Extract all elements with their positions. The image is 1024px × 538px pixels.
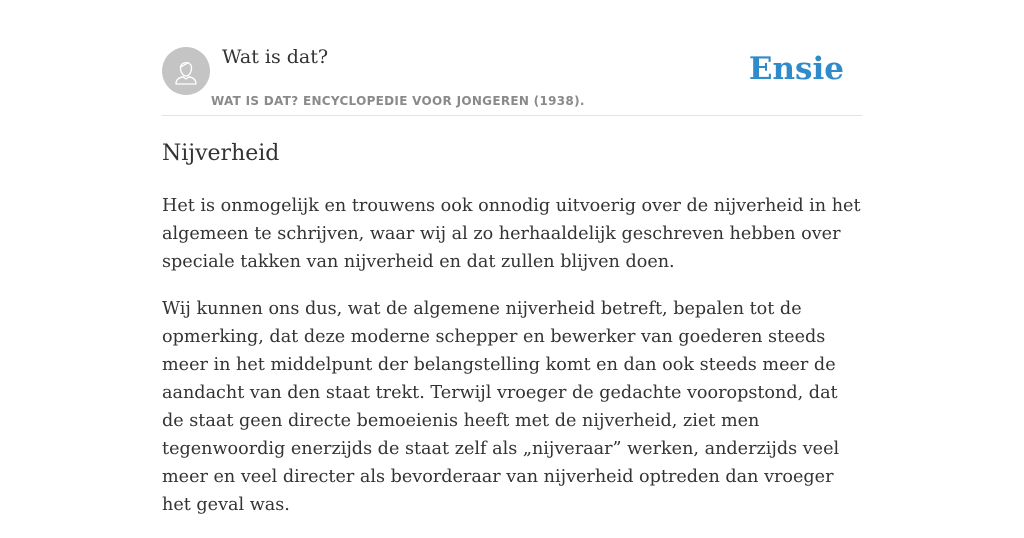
article-paragraph: Wij kunnen ons dus, wat de algemene nijverheid betreft, bepalen tot de opmerking, dat deze moderne schepper en bewerker van goederen steeds meer in het middelpunt der belangstelling komt en dan ook steeds meer de aandacht van den staat trekt. Terwijl vroeger de gedachte vooropstond, dat de staat geen directe bemoeienis heeft met de nijverheid, ziet men tegenwoordig enerzijds de staat zelf als „nijveraar” werken, anderzijds veel meer en veel directer als bevorderaar van nijverheid optreden dan vroeger het geval was. (162, 299, 840, 515)
article-paragraph: Het is onmogelijk en trouwens ook onnodig uitvoerig over de nijverheid in het algemeen te schrijven, waar wij al zo herhaaldelijk geschreven hebben over speciale takken van nijverheid en dat zullen blijven doen. (162, 196, 861, 272)
source-title[interactable]: Wat is dat? (222, 46, 329, 68)
source-subtitle: WAT IS DAT? ENCYCLOPEDIE VOOR JONGEREN (1938). (211, 94, 585, 108)
source-header (162, 0, 862, 116)
article-body (162, 192, 862, 538)
page-container (162, 0, 862, 515)
ensie-logo[interactable]: Ensie (748, 51, 844, 87)
source-avatar[interactable] (162, 47, 210, 95)
user-silhouette-icon (162, 47, 210, 95)
article-title: Nijverheid (162, 141, 280, 166)
